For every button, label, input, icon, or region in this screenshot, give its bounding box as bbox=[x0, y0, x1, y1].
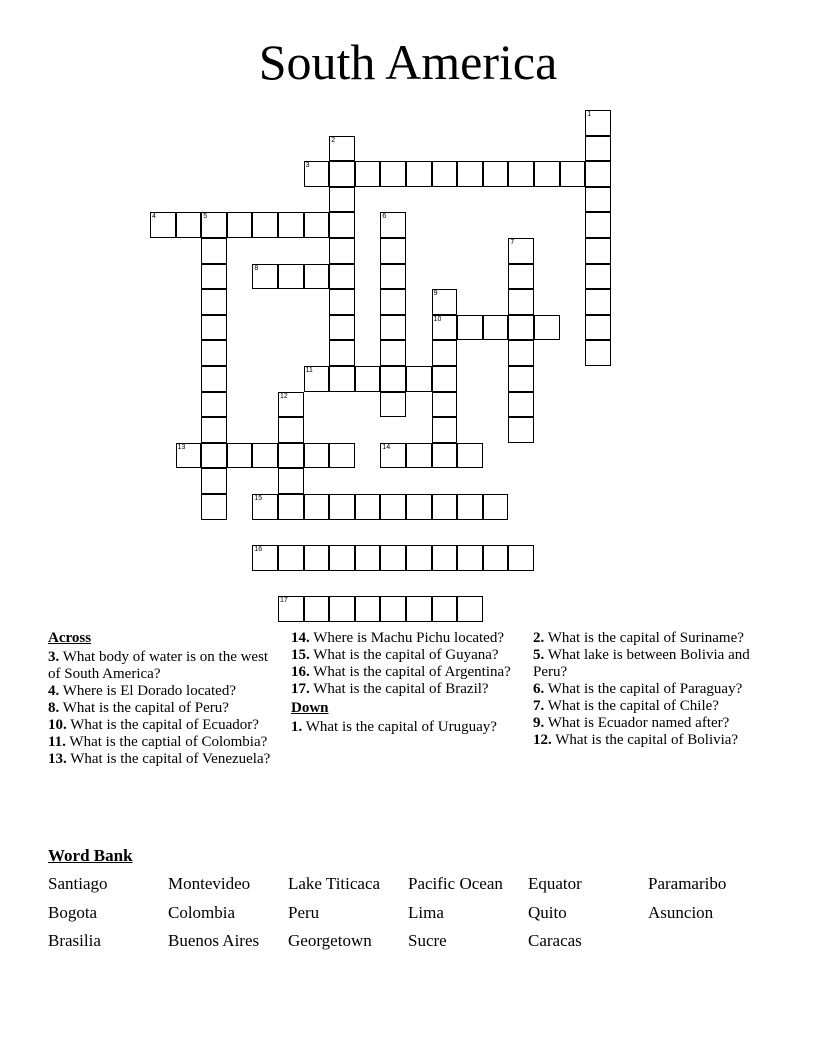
crossword-cell[interactable] bbox=[406, 161, 432, 187]
crossword-cell[interactable] bbox=[201, 392, 227, 418]
crossword-cell[interactable] bbox=[508, 366, 534, 392]
crossword-cell[interactable] bbox=[304, 443, 330, 469]
crossword-cell[interactable] bbox=[227, 212, 253, 238]
crossword-cell[interactable] bbox=[380, 315, 406, 341]
crossword-cell[interactable] bbox=[329, 315, 355, 341]
clue-text: What is the capital of Suriname? bbox=[547, 630, 744, 646]
clue-text: What is the capital of Guyana? bbox=[313, 647, 499, 663]
clue-number: 1. bbox=[291, 719, 303, 735]
across-clue-list-continued bbox=[291, 630, 521, 698]
crossword-cell[interactable] bbox=[432, 443, 458, 469]
crossword-cell[interactable] bbox=[329, 340, 355, 366]
crossword-cell[interactable] bbox=[432, 366, 458, 392]
word-bank-item: Montevideo bbox=[168, 874, 251, 893]
clue bbox=[291, 681, 521, 698]
clue-number: 6 bbox=[382, 213, 387, 221]
crossword-cell[interactable] bbox=[432, 494, 458, 520]
clue bbox=[533, 681, 763, 698]
crossword-cell[interactable] bbox=[432, 161, 458, 187]
word-bank-item: Lake Titicaca bbox=[288, 874, 381, 893]
clue-text: What is the capital of Brazil? bbox=[313, 681, 489, 697]
crossword-cell[interactable] bbox=[380, 392, 406, 418]
clue-number: 1 bbox=[587, 111, 592, 118]
clue-number: 14. bbox=[291, 630, 310, 646]
clue-number: 2. bbox=[533, 630, 545, 646]
crossword-cell[interactable] bbox=[355, 596, 381, 622]
clue-text: Where is El Dorado located? bbox=[62, 683, 236, 699]
crossword-cell[interactable] bbox=[278, 596, 304, 622]
crossword-cell[interactable] bbox=[329, 494, 355, 520]
crossword-cell[interactable] bbox=[201, 366, 227, 392]
crossword-cell[interactable] bbox=[278, 443, 304, 469]
clue-text: What is the capital of Argentina? bbox=[313, 664, 511, 680]
crossword-cell[interactable] bbox=[355, 366, 381, 392]
clues-column-2 bbox=[291, 630, 521, 736]
crossword-cell[interactable] bbox=[457, 494, 483, 520]
crossword-cell[interactable] bbox=[252, 264, 278, 290]
crossword-cell[interactable] bbox=[329, 264, 355, 290]
crossword-cell[interactable] bbox=[304, 366, 330, 392]
crossword-cell[interactable] bbox=[457, 545, 483, 571]
crossword-cell[interactable] bbox=[252, 212, 278, 238]
crossword-cell[interactable] bbox=[406, 545, 432, 571]
crossword-cell[interactable] bbox=[483, 494, 509, 520]
crossword-cell[interactable] bbox=[304, 596, 330, 622]
clue-number: 8. bbox=[48, 700, 60, 716]
crossword-cell[interactable] bbox=[508, 289, 534, 315]
clue-number: 9 bbox=[433, 290, 438, 298]
crossword-cell[interactable] bbox=[380, 443, 406, 469]
clue-number: 11 bbox=[305, 367, 313, 374]
crossword-cell[interactable] bbox=[304, 264, 330, 290]
clue-number: 13. bbox=[48, 751, 67, 767]
clue-number: 5. bbox=[533, 647, 545, 663]
clue-number: 16. bbox=[291, 664, 310, 680]
crossword-cell[interactable] bbox=[201, 212, 227, 238]
crossword-cell[interactable] bbox=[457, 315, 483, 341]
crossword-cell[interactable] bbox=[329, 187, 355, 213]
crossword-cell[interactable] bbox=[585, 289, 611, 315]
clue-number: 10. bbox=[48, 717, 67, 733]
word-bank-item: Pacific Ocean bbox=[408, 874, 503, 893]
crossword-cell[interactable] bbox=[508, 315, 534, 341]
clue-text: What is the capital of Peru? bbox=[62, 700, 229, 716]
crossword-cell[interactable] bbox=[457, 596, 483, 622]
clue-number: 4 bbox=[152, 213, 156, 221]
crossword-cell[interactable] bbox=[304, 545, 330, 571]
word-bank-item: Peru bbox=[288, 902, 320, 922]
word-bank-item: Colombia bbox=[168, 902, 236, 922]
crossword-cell[interactable] bbox=[483, 315, 509, 341]
clue-number: 2 bbox=[331, 136, 336, 144]
crossword-cell[interactable] bbox=[585, 238, 611, 264]
crossword-cell[interactable] bbox=[329, 212, 355, 238]
clue-text: What lake is between Bolivia and Peru? bbox=[533, 647, 750, 680]
clue-number: 14 bbox=[382, 443, 391, 451]
clues-column-1 bbox=[48, 630, 278, 768]
clue bbox=[48, 717, 278, 734]
puzzle-title: South America bbox=[258, 34, 558, 90]
crossword-cell[interactable] bbox=[508, 264, 534, 290]
across-clue-list bbox=[48, 649, 278, 768]
crossword-cell[interactable] bbox=[534, 315, 560, 341]
crossword-cell[interactable] bbox=[201, 340, 227, 366]
word-bank-item: Sucre bbox=[408, 931, 447, 950]
crossword-cell[interactable] bbox=[483, 545, 509, 571]
crossword-cell[interactable] bbox=[406, 366, 432, 392]
crossword-cell[interactable] bbox=[457, 443, 483, 469]
clue-text: What is the capital of Venezuela? bbox=[70, 751, 271, 767]
crossword-cell[interactable] bbox=[201, 315, 227, 341]
crossword-cell[interactable] bbox=[380, 264, 406, 290]
clue-number: 3. bbox=[48, 649, 60, 665]
clue-text: What is Ecuador named after? bbox=[547, 715, 730, 731]
crossword-cell[interactable] bbox=[201, 417, 227, 443]
clue bbox=[48, 649, 278, 683]
crossword-cell[interactable] bbox=[329, 136, 355, 162]
crossword-cell[interactable] bbox=[355, 494, 381, 520]
crossword-cell[interactable] bbox=[278, 417, 304, 443]
clue-number: 8 bbox=[254, 264, 259, 272]
crossword-cell[interactable] bbox=[176, 443, 202, 469]
crossword-cell[interactable] bbox=[227, 443, 253, 469]
clue bbox=[48, 751, 278, 768]
crossword-cell[interactable] bbox=[432, 392, 458, 418]
crossword-cell[interactable] bbox=[432, 417, 458, 443]
clue bbox=[48, 734, 278, 751]
crossword-cell[interactable] bbox=[201, 238, 227, 264]
crossword-cell[interactable] bbox=[329, 443, 355, 469]
crossword-cell[interactable] bbox=[278, 468, 304, 494]
clue bbox=[533, 715, 763, 732]
word-bank-item: Equator bbox=[528, 874, 582, 893]
crossword-cell[interactable] bbox=[380, 596, 406, 622]
crossword-cell[interactable] bbox=[252, 443, 278, 469]
crossword-cell[interactable] bbox=[304, 161, 330, 187]
word-bank-item: Georgetown bbox=[288, 931, 372, 950]
clue-text: What is the capital of Bolivia? bbox=[555, 732, 739, 748]
crossword-cell[interactable] bbox=[560, 161, 586, 187]
crossword-cell[interactable] bbox=[585, 161, 611, 187]
crossword-cell[interactable] bbox=[406, 494, 432, 520]
crossword-cell[interactable] bbox=[380, 494, 406, 520]
down-heading: Down bbox=[291, 700, 329, 716]
crossword-cell[interactable] bbox=[252, 494, 278, 520]
clue bbox=[291, 647, 521, 664]
crossword-cell[interactable] bbox=[585, 212, 611, 238]
crossword-cell[interactable] bbox=[508, 392, 534, 418]
clue-text: What is the capital of Chile? bbox=[547, 698, 719, 714]
clue-number: 4. bbox=[48, 683, 60, 699]
clue-number: 17. bbox=[291, 681, 310, 697]
crossword-cell[interactable] bbox=[432, 596, 458, 622]
crossword-cell[interactable] bbox=[508, 161, 534, 187]
clue-number: 17 bbox=[280, 597, 288, 605]
crossword-cell[interactable] bbox=[329, 238, 355, 264]
crossword-cell[interactable] bbox=[329, 289, 355, 315]
crossword-cell[interactable] bbox=[508, 238, 534, 264]
word-bank-item: Lima bbox=[408, 902, 444, 922]
crossword-cell[interactable] bbox=[585, 136, 611, 162]
crossword-cell[interactable] bbox=[406, 443, 432, 469]
clue bbox=[533, 647, 763, 681]
clue-number: 5 bbox=[203, 213, 208, 221]
across-heading: Across bbox=[48, 630, 92, 646]
clue-number: 12 bbox=[280, 392, 288, 400]
clue-number: 12. bbox=[533, 732, 552, 748]
crossword-cell[interactable] bbox=[176, 212, 202, 238]
clue bbox=[291, 719, 521, 736]
word-bank-item: Buenos Aires bbox=[168, 931, 260, 950]
crossword-cell[interactable] bbox=[150, 212, 176, 238]
crossword-cell[interactable] bbox=[201, 289, 227, 315]
word-bank-title: Word Bank bbox=[48, 846, 133, 865]
clue-text: What is the captial of Colombia? bbox=[69, 734, 268, 750]
crossword-cell[interactable] bbox=[380, 545, 406, 571]
clue bbox=[48, 700, 278, 717]
clue-number: 7. bbox=[533, 698, 545, 714]
crossword-cell[interactable] bbox=[201, 443, 227, 469]
crossword-cell[interactable] bbox=[201, 494, 227, 520]
clue bbox=[533, 630, 763, 647]
clue-number: 16 bbox=[254, 546, 263, 554]
crossword-cell[interactable] bbox=[329, 366, 355, 392]
crossword-cell[interactable] bbox=[432, 340, 458, 366]
down-clue-list-continued bbox=[533, 630, 763, 749]
crossword-cell[interactable] bbox=[585, 110, 611, 136]
crossword-cell[interactable] bbox=[406, 596, 432, 622]
word-bank-item: Santiago bbox=[48, 874, 108, 893]
clue-number: 15. bbox=[291, 647, 310, 663]
crossword-cell[interactable] bbox=[585, 315, 611, 341]
clue bbox=[291, 664, 521, 681]
crossword-cell[interactable] bbox=[278, 264, 304, 290]
clue bbox=[48, 683, 278, 700]
clue-number: 11. bbox=[48, 734, 66, 750]
crossword-cell[interactable] bbox=[278, 545, 304, 571]
crossword-cell[interactable] bbox=[304, 494, 330, 520]
clue bbox=[533, 732, 763, 749]
word-bank-item: Caracas bbox=[528, 931, 582, 950]
crossword-cell[interactable] bbox=[585, 264, 611, 290]
word-bank-item: Quito bbox=[528, 902, 567, 922]
crossword-cell[interactable] bbox=[278, 494, 304, 520]
crossword-cell[interactable] bbox=[380, 212, 406, 238]
crossword-cell[interactable] bbox=[278, 392, 304, 418]
crossword-cell[interactable] bbox=[380, 366, 406, 392]
crossword-cell[interactable] bbox=[329, 596, 355, 622]
crossword-cell[interactable] bbox=[304, 212, 330, 238]
clue bbox=[533, 698, 763, 715]
clues-column-3 bbox=[533, 630, 763, 749]
clue-text: Where is Machu Pichu located? bbox=[313, 630, 504, 646]
down-clue-list bbox=[291, 719, 521, 736]
crossword-cell[interactable] bbox=[432, 289, 458, 315]
clue-number: 9. bbox=[533, 715, 545, 731]
crossword-cell[interactable] bbox=[252, 545, 278, 571]
clue-text: What is the capital of Uruguay? bbox=[305, 719, 497, 735]
clue-text: What body of water is on the west of South America? bbox=[48, 649, 269, 682]
clue-number: 3 bbox=[305, 162, 310, 170]
crossword-cell[interactable] bbox=[508, 545, 534, 571]
crossword-cell[interactable] bbox=[380, 238, 406, 264]
crossword-cell[interactable] bbox=[380, 289, 406, 315]
crossword-cell[interactable] bbox=[508, 340, 534, 366]
crossword-cell[interactable] bbox=[432, 545, 458, 571]
crossword-cell[interactable] bbox=[201, 264, 227, 290]
clue-text: What is the capital of Paraguay? bbox=[547, 681, 743, 697]
crossword-cell[interactable] bbox=[457, 161, 483, 187]
clue-text: What is the capital of Ecuador? bbox=[70, 717, 259, 733]
clue-number: 7 bbox=[510, 239, 515, 246]
word-bank-item: Brasilia bbox=[48, 931, 101, 950]
crossword-cell[interactable] bbox=[201, 468, 227, 494]
crossword-cell[interactable] bbox=[508, 417, 534, 443]
crossword-cell[interactable] bbox=[380, 161, 406, 187]
clue-number: 10 bbox=[433, 315, 442, 323]
word-bank-item: Asuncion bbox=[648, 902, 714, 922]
clue-number: 13 bbox=[177, 443, 186, 451]
crossword-cell[interactable] bbox=[585, 340, 611, 366]
crossword-cell[interactable] bbox=[329, 545, 355, 571]
clue-number: 15 bbox=[254, 495, 263, 502]
clue bbox=[291, 630, 521, 647]
crossword-cell[interactable] bbox=[483, 161, 509, 187]
crossword-cell[interactable] bbox=[585, 187, 611, 213]
crossword-cell[interactable] bbox=[329, 161, 355, 187]
clue-number: 6. bbox=[533, 681, 545, 697]
crossword-cell[interactable] bbox=[355, 161, 381, 187]
word-bank-item: Paramaribo bbox=[648, 874, 727, 893]
crossword-cell[interactable] bbox=[432, 315, 458, 341]
crossword-cell[interactable] bbox=[534, 161, 560, 187]
crossword-cell[interactable] bbox=[355, 545, 381, 571]
crossword-cell[interactable] bbox=[278, 212, 304, 238]
crossword-cell[interactable] bbox=[380, 340, 406, 366]
word-bank-item: Bogota bbox=[48, 902, 98, 922]
